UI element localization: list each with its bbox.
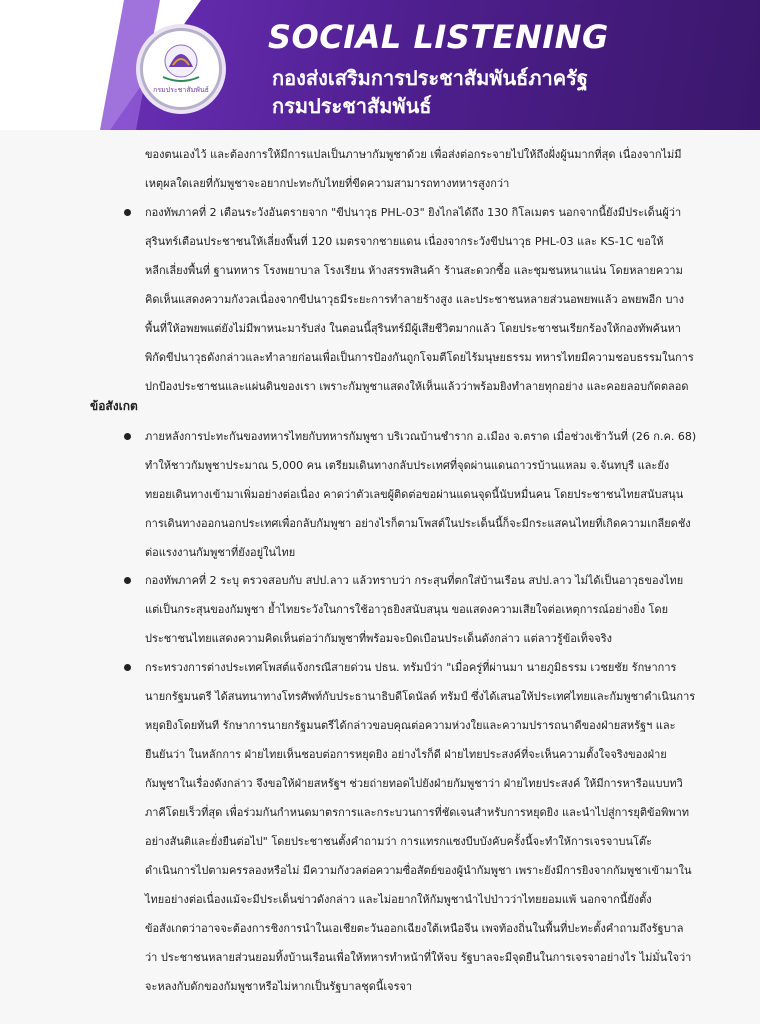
paragraph-line: ปกป้องประชาชนและแผ่นดินของเรา เพราะกัมพูชาแสดงให้เห็นแล้วว่าพร้อมยิงทำลายทุกอย่าง และคอยลอบกัดตลอด [145, 380, 689, 393]
paragraph-line: การเดินทางออกนอกประเทศเพื่อกลับกัมพูชา อย่างไรก็ตามโพสต์ในประเด็นนี้ก็จะมีกระแสคนไทยที่เกิดความเกลียดชัง [145, 517, 691, 530]
section-heading: ข้อสังเกต [90, 399, 138, 413]
paragraph-line: กองทัพภาคที่ 2 เตือนระวังอันตรายจาก "ขีปนาวุธ PHL-03" ยิงไกลได้ถึง 130 กิโลเมตร นอกจากนี้ยังมีประเด็นผู้ว่า [145, 206, 682, 219]
bullet-icon [124, 664, 131, 671]
paragraph-line: ดำเนินการไปตามครรลองหรือไม่ มีความกังวลต่อความซื่อสัตย์ของผู้นำกัมพูชา เพราะยังมีการยิงจากกัมพูชาเข้ามาใน [145, 864, 692, 877]
department-name: กองส่งเสริมการประชาสัมพันธ์ภาครัฐ [272, 66, 588, 90]
paragraph-line: จะหลงกับดักของกัมพูชาหรือไม่หากเป็นรัฐบาลชุดนี้เจรจา [145, 980, 413, 993]
paragraph-line: ไทยอย่างต่อเนื่องแม้จะมีประเด็นข่าวดังกล่าว และไม่อยากให้กัมพูชานำไปป่าวว่าไทยยอมแพ้ นอกจากนี้ยังตั้ง [145, 893, 652, 906]
paragraph-line: ทำให้ชาวกัมพูชาประมาณ 5,000 คน เตรียมเดินทางกลับประเทศที่จุดผ่านแดนถาวรบ้านแหลม จ.จันทบุรี และยัง [145, 459, 670, 472]
paragraph-line: ต่อแรงงานกัมพูชาที่ยังอยู่ในไทย [145, 546, 296, 559]
paragraph-line: นายกรัฐมนตรี ได้สนทนาทางโทรศัพท์กับประธานาธิบดีโดนัลด์ ทรัมป์ ซึ่งได้เสนอให้ประเทศไทยและกัมพูชาดำเนินการ [145, 690, 696, 703]
paragraph-line: ยืนยันว่า ในหลักการ ฝ่ายไทยเห็นชอบต่อการหยุดยิง อย่างไรก็ดี ฝ่ายไทยประสงค์ที่จะเห็นความตั้งใจจริงของฝ่าย [145, 748, 667, 761]
paragraph-line: กองทัพภาคที่ 2 ระบุ ตรวจสอบกับ สปป.ลาว แล้วทราบว่า กระสุนที่ตกใส่บ้านเรือน สปป.ลาว ไม่ได้เป็นอาวุธของไทย [145, 574, 684, 587]
paragraph-line: ข้อสังเกตว่าอาจจะต้องการชิงการนำในเอเชียตะวันออกเฉียงใต้เหนือจีน เพจท้องถิ่นในพื้นที่ปะทะตั้งคำถามถึงรัฐบาล [145, 922, 684, 935]
paragraph-line: ของตนเองไว้ และต้องการให้มีการแปลเป็นภาษากัมพูชาด้วย เพื่อส่งต่อกระจายไปให้ถึงฝั่งผู้นมากที่สุด เนื่องจากไม่มี [145, 148, 682, 161]
paragraph-line: ภาคีโดยเร็วที่สุด เพื่อร่วมกันกำหนดมาตรการและกระบวนการที่ชัดเจนสำหรับการหยุดยิง และนำไปสู่การยุติข้อพิพาท [145, 806, 690, 819]
header-banner [0, 0, 760, 130]
paragraph-line: เหตุผลใดเลยที่กัมพูชาจะอยากปะทะกับไทยที่ขีดความสามารถทางทหารสูงกว่า [145, 177, 510, 190]
bullet-icon [124, 209, 131, 216]
bullet-icon [124, 433, 131, 440]
paragraph-line: แต่เป็นกระสุนของกัมพูชา ย้ำไทยระวังในการใช้อาวุธยิงสนับสนุน ขอแสดงความเสียใจต่อเหตุการณ์อย่างยิ่ง โดย [145, 603, 669, 616]
agency-logo [140, 28, 222, 110]
logo-caption: กรมประชาสัมพันธ์ [153, 86, 209, 94]
paragraph-line: ว่า ประชาชนหลายส่วนยอมทิ้งบ้านเรือนเพื่อให้ทหารทำหน้าที่ให้จบ รัฐบาลจะมีจุดยืนในการเจรจาอย่างไร ไม่มั่นใจว่า [145, 951, 692, 964]
paragraph-line: คิดเห็นแสดงความกังวลเนื่องจากขีปนาวุธมีระยะการทำลายร้างสูง และประชาชนหลายส่วนอพยพแล้ว อพยพอีก บาง [145, 293, 684, 306]
paragraph-line: หลีกเลี่ยงพื้นที่ ฐานทหาร โรงพยาบาล โรงเรียน ห้างสรรพสินค้า ร้านสะดวกซื้อ และชุมชนหนาแน่น โดยหลายความ [145, 264, 683, 277]
paragraph-line: กัมพูชาในเรื่องดังกล่าว จึงขอให้ฝ่ายสหรัฐฯ ช่วยถ่ายทอดไปยังฝ่ายกัมพูชาว่า ฝ่ายไทยประสงค์ ให้มีการหารือแบบทวิ [145, 777, 683, 790]
paragraph-line: พื้นที่ให้อพยพแต่ยังไม่มีพาหนะมารับส่ง ในตอนนี้สุรินทร์มีผู้เสียชีวิตมากแล้ว โดยประชาชนเรียกร้องให้กองทัพค้นหา [145, 322, 681, 335]
paragraph-line: ประชาชนไทยแสดงความคิดเห็นต่อว่ากัมพูชาที่พร้อมจะบิดเบือนประเด็นดังกล่าว แต่ลาวรู้ข้อเท็จจริง [145, 632, 613, 645]
paragraph-line: ภายหลังการปะทะกันของทหารไทยกับทหารกัมพูชา บริเวณบ้านชำราก อ.เมือง จ.ตราด เมื่อช่วงเช้าวันที่ (26 ก.ค. 68) [145, 430, 697, 443]
paragraph-line: ทยอยเดินทางเข้ามาเพิ่มอย่างต่อเนื่อง คาดว่าตัวเลขผู้ติดต่อขอผ่านแดนจุดนี้นับหมื่นคน โดยประชาชนไทยสนับสนุน [145, 488, 684, 501]
paragraph-line: สุรินทร์เตือนประชาชนให้เลี่ยงพื้นที่ 120 เมตรจากชายแดน เนื่องจากระวังขีปนาวุธ PHL-03 และ KS-1C ขอให้ [145, 235, 664, 248]
paragraph-line: อย่างสันติและยั่งยืนต่อไป" โดยประชาชนตั้งคำถามว่า การแทรกแซงบีบบังคับครั้งนี้จะทำให้การเจรจาบนโต๊ะ [145, 835, 652, 848]
paragraph-line: กระทรวงการต่างประเทศโพสต์แจ้งกรณีสายด่วน ปธน. ทรัมป์ว่า "เมื่อครู่ที่ผ่านมา นายภูมิธรรม เวชยชัย รักษาการ [145, 661, 677, 674]
page-title: SOCIAL LISTENING [268, 18, 609, 56]
agency-name: กรมประชาสัมพันธ์ [272, 94, 432, 118]
bullet-icon [124, 577, 131, 584]
paragraph-line: หยุดยิงโดยทันที รักษาการนายกรัฐมนตรีได้กล่าวขอบคุณต่อความห่วงใยและความปรารถนาดีของฝ่ายสหรัฐฯ และ [145, 719, 676, 732]
paragraph-line: พิกัดขีปนาวุธดังกล่าวและทำลายก่อนเพื่อเป็นการป้องกันถูกโจมตีโดยไร้มนุษยธรรม ทหารไทยมีความชอบธรรมในการ [145, 351, 694, 364]
